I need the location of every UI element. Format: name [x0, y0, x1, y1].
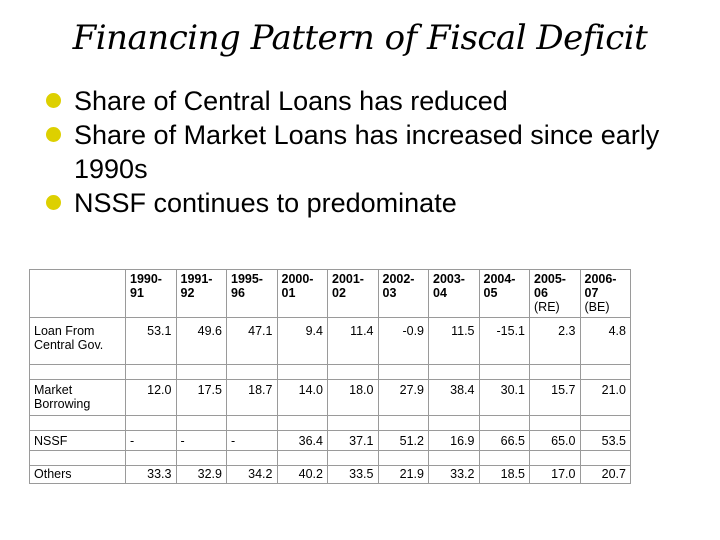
table-cell: 4.8	[580, 318, 631, 365]
spacer-cell	[429, 451, 480, 466]
table-cell: 12.0	[126, 380, 177, 416]
table-cell: 53.1	[126, 318, 177, 365]
bullet-list	[46, 84, 706, 220]
table-cell: 15.7	[530, 380, 581, 416]
table-spacer-row	[30, 365, 631, 380]
column-header	[580, 270, 631, 318]
row-label-line1: NSSF	[34, 434, 68, 448]
column-header	[429, 270, 480, 318]
column-header-line1: 2001-	[332, 272, 364, 286]
table-cell: 14.0	[277, 380, 328, 416]
bullet-item	[46, 186, 706, 220]
column-header-note: (RE)	[534, 300, 560, 314]
bullet-text: NSSF continues to predominate	[74, 188, 457, 218]
spacer-cell	[126, 416, 177, 431]
column-header-line2: 07	[584, 286, 599, 300]
column-header-line1: 2002-	[382, 272, 415, 286]
table-cell: 11.5	[429, 318, 480, 365]
table-cell: 18.5	[479, 466, 530, 484]
spacer-cell	[176, 365, 227, 380]
column-header	[277, 270, 328, 318]
spacer-cell	[126, 451, 177, 466]
spacer-cell	[328, 451, 379, 466]
spacer-cell	[580, 451, 631, 466]
table-cell: 2.3	[530, 318, 581, 365]
table-cell: 34.2	[227, 466, 278, 484]
table-cell: 40.2	[277, 466, 328, 484]
table-cell: 49.6	[176, 318, 227, 365]
spacer-cell	[176, 416, 227, 431]
table-cell: 47.1	[227, 318, 278, 365]
table-cell: -	[126, 431, 177, 451]
row-label	[30, 380, 126, 416]
table-spacer-row	[30, 451, 631, 466]
spacer-cell	[30, 365, 126, 380]
spacer-cell	[530, 365, 581, 380]
table-cell: 17.5	[176, 380, 227, 416]
table-cell: 37.1	[328, 431, 379, 451]
table-row	[30, 431, 631, 451]
row-label	[30, 318, 126, 365]
spacer-cell	[378, 416, 429, 431]
table-row	[30, 380, 631, 416]
table-row	[30, 466, 631, 484]
table-cell: 33.5	[328, 466, 379, 484]
table-cell: 51.2	[378, 431, 429, 451]
table-spacer-row	[30, 416, 631, 431]
column-header-line2: 02	[332, 286, 346, 300]
bullet-item	[46, 118, 706, 186]
table-cell: 36.4	[277, 431, 328, 451]
row-label	[30, 431, 126, 451]
table-row	[30, 318, 631, 365]
column-header	[126, 270, 177, 318]
spacer-cell	[30, 416, 126, 431]
bullet-text: Share of Market Loans has increased since early 1990s	[74, 120, 660, 184]
spacer-cell	[429, 416, 480, 431]
spacer-cell	[530, 451, 581, 466]
column-header	[328, 270, 379, 318]
financing-table	[29, 269, 631, 484]
column-header-line1: 2003-	[433, 272, 465, 286]
spacer-cell	[328, 416, 379, 431]
table-cell: 66.5	[479, 431, 530, 451]
table-cell: 33.3	[126, 466, 177, 484]
bullet-dot-icon	[46, 127, 61, 142]
spacer-cell	[429, 365, 480, 380]
column-header	[378, 270, 429, 318]
header-corner-cell	[30, 270, 126, 318]
table-cell: 30.1	[479, 380, 530, 416]
table-cell: 18.0	[328, 380, 379, 416]
spacer-cell	[227, 365, 278, 380]
column-header-line2: 04	[433, 286, 447, 300]
spacer-cell	[378, 451, 429, 466]
column-header-line1: 2000-	[281, 272, 314, 286]
table-cell: -	[176, 431, 227, 451]
spacer-cell	[277, 416, 328, 431]
table-cell: 53.5	[580, 431, 631, 451]
column-header	[479, 270, 530, 318]
column-header-line1: 1991-	[180, 272, 213, 286]
column-header	[227, 270, 278, 318]
column-header-line2: 01	[281, 286, 296, 300]
table-cell: 9.4	[277, 318, 328, 365]
slide-title: Financing Pattern of Fiscal Deficit	[72, 18, 648, 58]
table-cell: -0.9	[378, 318, 429, 365]
bullet-dot-icon	[46, 195, 61, 210]
spacer-cell	[479, 416, 530, 431]
table-cell: 33.2	[429, 466, 480, 484]
column-header-line1: 2005-	[534, 272, 566, 286]
column-header-line2: 05	[483, 286, 498, 300]
column-header-line1: 1995-	[231, 272, 263, 286]
column-header	[530, 270, 581, 318]
spacer-cell	[30, 451, 126, 466]
table-cell: 32.9	[176, 466, 227, 484]
table-cell: 65.0	[530, 431, 581, 451]
table-cell: -	[227, 431, 278, 451]
table-cell: 16.9	[429, 431, 480, 451]
spacer-cell	[176, 451, 227, 466]
spacer-cell	[328, 365, 379, 380]
table-cell: 11.4	[328, 318, 379, 365]
column-header-line2: 03	[382, 286, 397, 300]
row-label-line1: Others	[34, 467, 72, 481]
spacer-cell	[530, 416, 581, 431]
table-cell: 18.7	[227, 380, 278, 416]
column-header-line2: 06	[534, 286, 548, 300]
table-cell: -15.1	[479, 318, 530, 365]
spacer-cell	[227, 451, 278, 466]
table-cell: 17.0	[530, 466, 581, 484]
bullet-item	[46, 84, 706, 118]
row-label-line2: Central Gov.	[34, 338, 104, 352]
column-header-line1: 1990-	[130, 272, 162, 286]
row-label-line1: Market	[34, 383, 73, 397]
bullet-text: Share of Central Loans has reduced	[74, 86, 508, 116]
spacer-cell	[378, 365, 429, 380]
spacer-cell	[580, 365, 631, 380]
table-cell: 21.9	[378, 466, 429, 484]
spacer-cell	[277, 451, 328, 466]
row-label-line1: Loan From	[34, 324, 95, 338]
bullet-dot-icon	[46, 93, 61, 108]
table-header-row	[30, 270, 631, 318]
spacer-cell	[126, 365, 177, 380]
spacer-cell	[479, 451, 530, 466]
column-header-line1: 2006-	[584, 272, 617, 286]
column-header	[176, 270, 227, 318]
table-cell: 27.9	[378, 380, 429, 416]
column-header-line2: 92	[180, 286, 195, 300]
table-cell: 21.0	[580, 380, 631, 416]
spacer-cell	[227, 416, 278, 431]
spacer-cell	[277, 365, 328, 380]
spacer-cell	[479, 365, 530, 380]
row-label-line2: Borrowing	[34, 397, 91, 411]
column-header-line2: 91	[130, 286, 144, 300]
column-header-line1: 2004-	[483, 272, 516, 286]
row-label	[30, 466, 126, 484]
column-header-note: (BE)	[584, 300, 610, 314]
table-cell: 38.4	[429, 380, 480, 416]
spacer-cell	[580, 416, 631, 431]
table-cell: 20.7	[580, 466, 631, 484]
column-header-line2: 96	[231, 286, 245, 300]
